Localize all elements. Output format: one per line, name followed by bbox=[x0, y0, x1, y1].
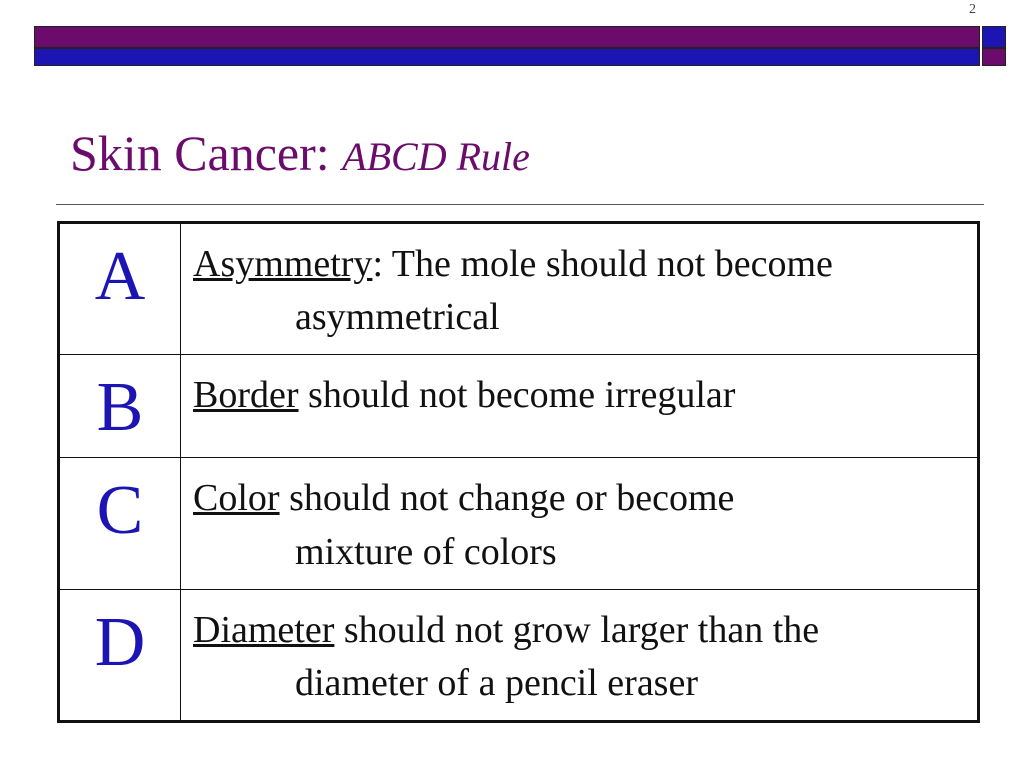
header-bar-purple bbox=[34, 26, 980, 48]
row-line1: should not become irregular bbox=[298, 374, 736, 417]
slide-number: 2 bbox=[969, 2, 976, 17]
abcd-table bbox=[57, 221, 980, 723]
slide-title bbox=[70, 125, 530, 181]
row-description bbox=[181, 223, 979, 355]
title-divider bbox=[56, 204, 984, 205]
row-letter: C bbox=[59, 458, 181, 589]
row-description bbox=[181, 589, 979, 721]
table-row bbox=[59, 458, 979, 589]
header-square-purple bbox=[982, 48, 1006, 66]
table-row bbox=[59, 223, 979, 355]
header-bar-blue bbox=[34, 48, 980, 66]
title-main: Skin Cancer: bbox=[70, 125, 330, 181]
row-line2: diameter of a pencil eraser bbox=[295, 661, 698, 704]
row-description bbox=[181, 458, 979, 589]
row-letter: D bbox=[59, 589, 181, 721]
row-line1: should not change or become bbox=[279, 477, 735, 520]
row-line1: : The mole should not become bbox=[372, 243, 833, 285]
row-line2: mixture of colors bbox=[295, 530, 557, 573]
table-row bbox=[59, 589, 979, 721]
row-term: Border bbox=[193, 374, 299, 417]
row-term: Color bbox=[193, 477, 280, 520]
row-term: Diameter bbox=[193, 608, 335, 651]
row-term: Asymmetry bbox=[193, 243, 373, 285]
header-square-blue bbox=[982, 26, 1006, 48]
row-letter: A bbox=[59, 223, 181, 355]
row-description bbox=[181, 355, 979, 458]
title-italic: ABCD Rule bbox=[342, 134, 530, 179]
table-row bbox=[59, 355, 979, 458]
row-letter: B bbox=[59, 355, 181, 458]
row-line1: should not grow larger than the bbox=[334, 608, 820, 651]
row-line2: asymmetrical bbox=[295, 296, 500, 339]
